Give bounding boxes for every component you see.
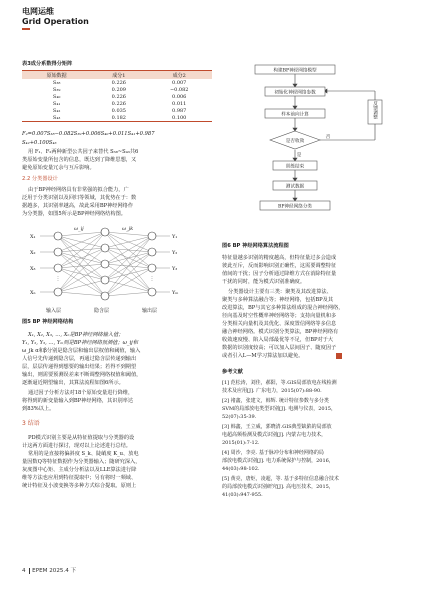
paragraph-line: 量因数Q等特征数据作为分类器输入；随研究深入， [22,459,141,465]
table-cell: S₃₈ [52,79,61,86]
flow-text: 构建BP神经网络模型 [273,68,317,74]
table-cell: 0.006 [172,93,187,100]
paragraph-line: 逐渐逼近期望输出，其算法流程如图6所示。 [22,380,124,386]
section-title-cn: 电网运维 [22,7,54,16]
reference-line: 2015(01):7-12. [222,440,260,446]
reference-line: [2] 褚鑫，张建文，韩辉. 统计特征参数与多分类 [222,398,329,404]
paragraph-line: 灰度图中心矩、主成分分析法以及LLE算法进行降 [22,467,137,473]
paragraph-line: 收敛速度慢、陷入局部最优等不足，但BP对于大 [222,337,334,343]
table-cell: 0.987 [172,107,187,114]
table-cell: S₄₃ [22,114,91,122]
input-label: X₂ [30,250,36,256]
paragraph-line: 用 F₁、F₂两种新型公共因子来替代 S₃₈~S₄₃共6 [28,149,139,155]
output-node [148,232,156,240]
table-cell: 0.035 [111,107,126,114]
paragraph-line: 改进算法，BP与其它多种算法组成的混合神经网络， [222,305,344,311]
paragraph-line: 分类相关向量机及其优化、深度置信网络等多信息 [222,321,337,327]
paragraph-line: 数据的识别度较高；可以加入层间因子、随度因子 [222,345,337,351]
table-row [22,107,212,114]
flow-text: 测试数据 [285,184,305,190]
input-label: Xₙ [30,290,36,296]
input-node [54,288,62,296]
paragraph-line: 到83%以上。 [22,406,55,412]
table-cell: S₄₂ [52,107,61,114]
input-label: X₃ [30,266,36,272]
paragraph-line: 聚类与多种算法融合等；神经网络，包括BP及其 [222,297,334,303]
page-number: 4 [22,568,26,574]
weight-label: ω_jk [122,226,134,232]
paragraph-line: 融合神经网络。模式识别分类算法，BP神经网络有 [222,329,339,335]
section-heading-2-2: 2.2 分类器设计 [22,176,58,182]
output-node [148,248,156,256]
table-cell: 0.226 [111,79,126,86]
output-node [148,264,156,272]
paragraph-line: 类原始变量所包含的信息，既达到了降维思想，又 [22,157,137,163]
table-row [22,79,212,86]
section-title-en: Grid Operation [22,17,89,26]
table-row [22,93,212,100]
table-cell: S₄₀ [52,93,61,100]
page-header [0,0,427,45]
flow-text: 反馈调整 [372,100,378,120]
table-header-cell: 原始数据 [22,71,91,80]
table3 [22,70,212,122]
paragraph-line: X₁, X₂, X₃, …, Xₙ是BP神经网络输入值； [28,332,124,338]
formula-f2-cont: S₄₂+0.100S₄₃ [22,140,57,146]
section-heading-3: 3 结语 [22,420,40,427]
table3-caption: 表3成分系数得分矩阵 [22,61,73,67]
table-header-cell: 成分1 [91,71,146,80]
flow-yes: 是 [296,153,302,158]
bp-flowchart [225,58,415,238]
paragraph-line: 维等方法也应用到特征提取中；另有将时一频域、 [22,475,137,481]
paragraph-line: 值间的干扰；因子分析通过降维方式在消除特征量 [222,271,337,277]
paragraph-line: 特征量越多识别的精度越高，但特征量过多会造成 [222,255,337,261]
table-cell: 0.226 [111,100,126,107]
figure6-caption: 图6 BP 神经网络算法流程图 [222,243,289,249]
output-label: Y₂ [172,250,178,256]
hidden-node [101,260,109,268]
input-node [54,232,62,240]
paragraph-line: 据越多，其识别率越高，故此采用BP神经网络作 [22,203,134,209]
flow-text: 是否收敛 [285,139,305,144]
table-cell: 0.226 [111,93,126,100]
output-label: Yₘ [172,290,179,296]
figure5-caption: 图5 BP 神经网络结构 [22,319,74,325]
paragraph-line: 彼此互斥，反而影响识别正确性，这需要调整特征 [222,263,337,269]
layer-label: 隐含层 [94,308,110,314]
reference-line: 的局部放电模式识别研究[J]. 高电压技术，2015， [222,484,334,490]
reference-line: [3] 韩鑫，王立威，郭晓清.GIS典型缺陷的局部放 [222,424,332,430]
reference-line: 52(07):35-39. [222,414,257,420]
reference-line: [4] 周沙，李亮. 基于脉冲分布和神经网络的局 [222,450,324,456]
paragraph-line: 由于BP神经网络具有非常强的拟合能力，广 [28,187,129,193]
weight-label: ω_ij [74,226,84,232]
flow-text: 训练结束 [285,164,305,170]
references-title: 参考文献 [222,369,243,375]
ellipsis: ⋮ [149,276,155,282]
paragraph-line: Y₁, Y₂, Y₃, …, Yₘ则是BP神经网络预测值；ω_ij和 [22,340,138,346]
paragraph-line: 为分类器，如图5所示是BP神经网络结构图。 [22,211,126,217]
reference-line: 电超高频检测及模式识别[J]. 内蒙古电力技术， [222,432,327,438]
reference-line: 41(03):947-955. [222,492,263,498]
flow-text: 样本前向计算 [281,112,309,118]
table-cell: 0.182 [91,114,146,122]
flow-text: BP神经网络分类 [277,204,313,210]
reference-line: [1] 范松涛，刘佳，郝阳，等.GIS局部放电在线检测 [222,380,337,386]
paragraph-line: 避免原始变量冗余与互斥影响。 [22,165,95,171]
paragraph-line: 通过因子分析方法对18个原始变量进行降维， [28,390,134,396]
paragraph-line: 或者引入L—M学习算法加以避免。 [222,353,304,359]
paragraph-line: PD模式识别主要是从特征值提取与分类器的设 [28,435,135,441]
table-header-row [22,71,212,80]
table-cell: S₃₉ [52,86,61,93]
journal-issue: EPEM 2025.4 下 [32,568,77,574]
paragraph-line: 将得到的新变量输入到BP神经网络，其识别率达 [22,398,134,404]
flow-no: 否 [325,135,331,140]
paragraph-line: ω_jk α和β分别是隐含层和输出层权值和阈值，输入 [22,348,141,354]
reference-line: 部放电模式识别[J]. 电力系统保护与控制，2016， [222,458,334,464]
layer-label: 输出层 [142,308,158,314]
footer-divider [29,568,30,574]
bp-network-diagram [30,222,210,316]
paragraph-line: 输出，则需要预测误差来不断调整网络权值和阈值， [22,372,142,378]
accent-bar [22,28,30,30]
reference-line: 44(03):98-102. [222,466,260,472]
table-cell: 0.209 [111,86,126,93]
paragraph-line: 径向基及时空性概率神经网络等；支持向量机和多 [222,313,337,319]
hidden-node [101,228,109,236]
table-row [22,86,212,93]
end-mark-icon [336,353,342,359]
hidden-node [101,244,109,252]
paragraph-line: 人信号先传递到隐含层，再通过隐含层传递到输出 [22,356,137,362]
reference-line: 技术及应用[J]. 广东电力，2015(07):88-90. [222,388,322,394]
paragraph-line: 干扰的同时，能为模式识别准确度。 [222,279,306,285]
hidden-node [101,276,109,284]
output-label: Y₃ [172,266,178,272]
table-cell: S₄₁ [52,100,61,107]
paragraph-line: 层，层层传递得到想要的输出结果；若得不到期望 [22,364,137,370]
layer-label: 输入层 [46,308,62,314]
input-node [54,248,62,256]
paragraph-line: 统计特征及小波变换等多种方式综合提取。原则上 [22,483,137,489]
table-cell: 0.100 [146,114,212,122]
table-cell: 0.011 [172,100,187,107]
paragraph-line: 泛用于分类识别以及回归等领域，其优势在于：数 [22,195,137,201]
paragraph-line: 计这两方面进行探讨，现对以上论述进行总结。 [22,443,131,449]
table-cell: 0.007 [172,79,187,86]
table-cell: −0.082 [169,86,189,93]
flow-text: 初始化神经网络参数 [274,90,316,96]
reference-line: [5] 黄亮，唐炬，凌超，等. 基于多特征信息融合技术 [222,476,339,482]
page-footer [22,566,76,574]
hidden-node [101,292,109,300]
table-row [22,100,212,107]
paragraph-line: 常用的是直接将偏斜度 S_k、陡峭度 K_u、放电 [28,451,139,457]
output-label: Y₁ [172,234,178,240]
table-header-cell: 成分2 [146,71,212,80]
formula-f2: F₂=0.007S₃₈−0.082S₃₉+0.006S₄₀+0.011S₄₁+0.987 [22,131,155,137]
table-row [22,114,212,122]
ellipsis: ⋮ [55,276,61,282]
paragraph-line: 分类器设计主要有三类：聚类及其改进算法、 [228,289,332,295]
input-label: X₁ [30,234,36,240]
reference-line: SVM的局部放电类型识别[J]. 电测与仪表，2015， [222,406,336,412]
output-node [148,288,156,296]
input-node [54,264,62,272]
